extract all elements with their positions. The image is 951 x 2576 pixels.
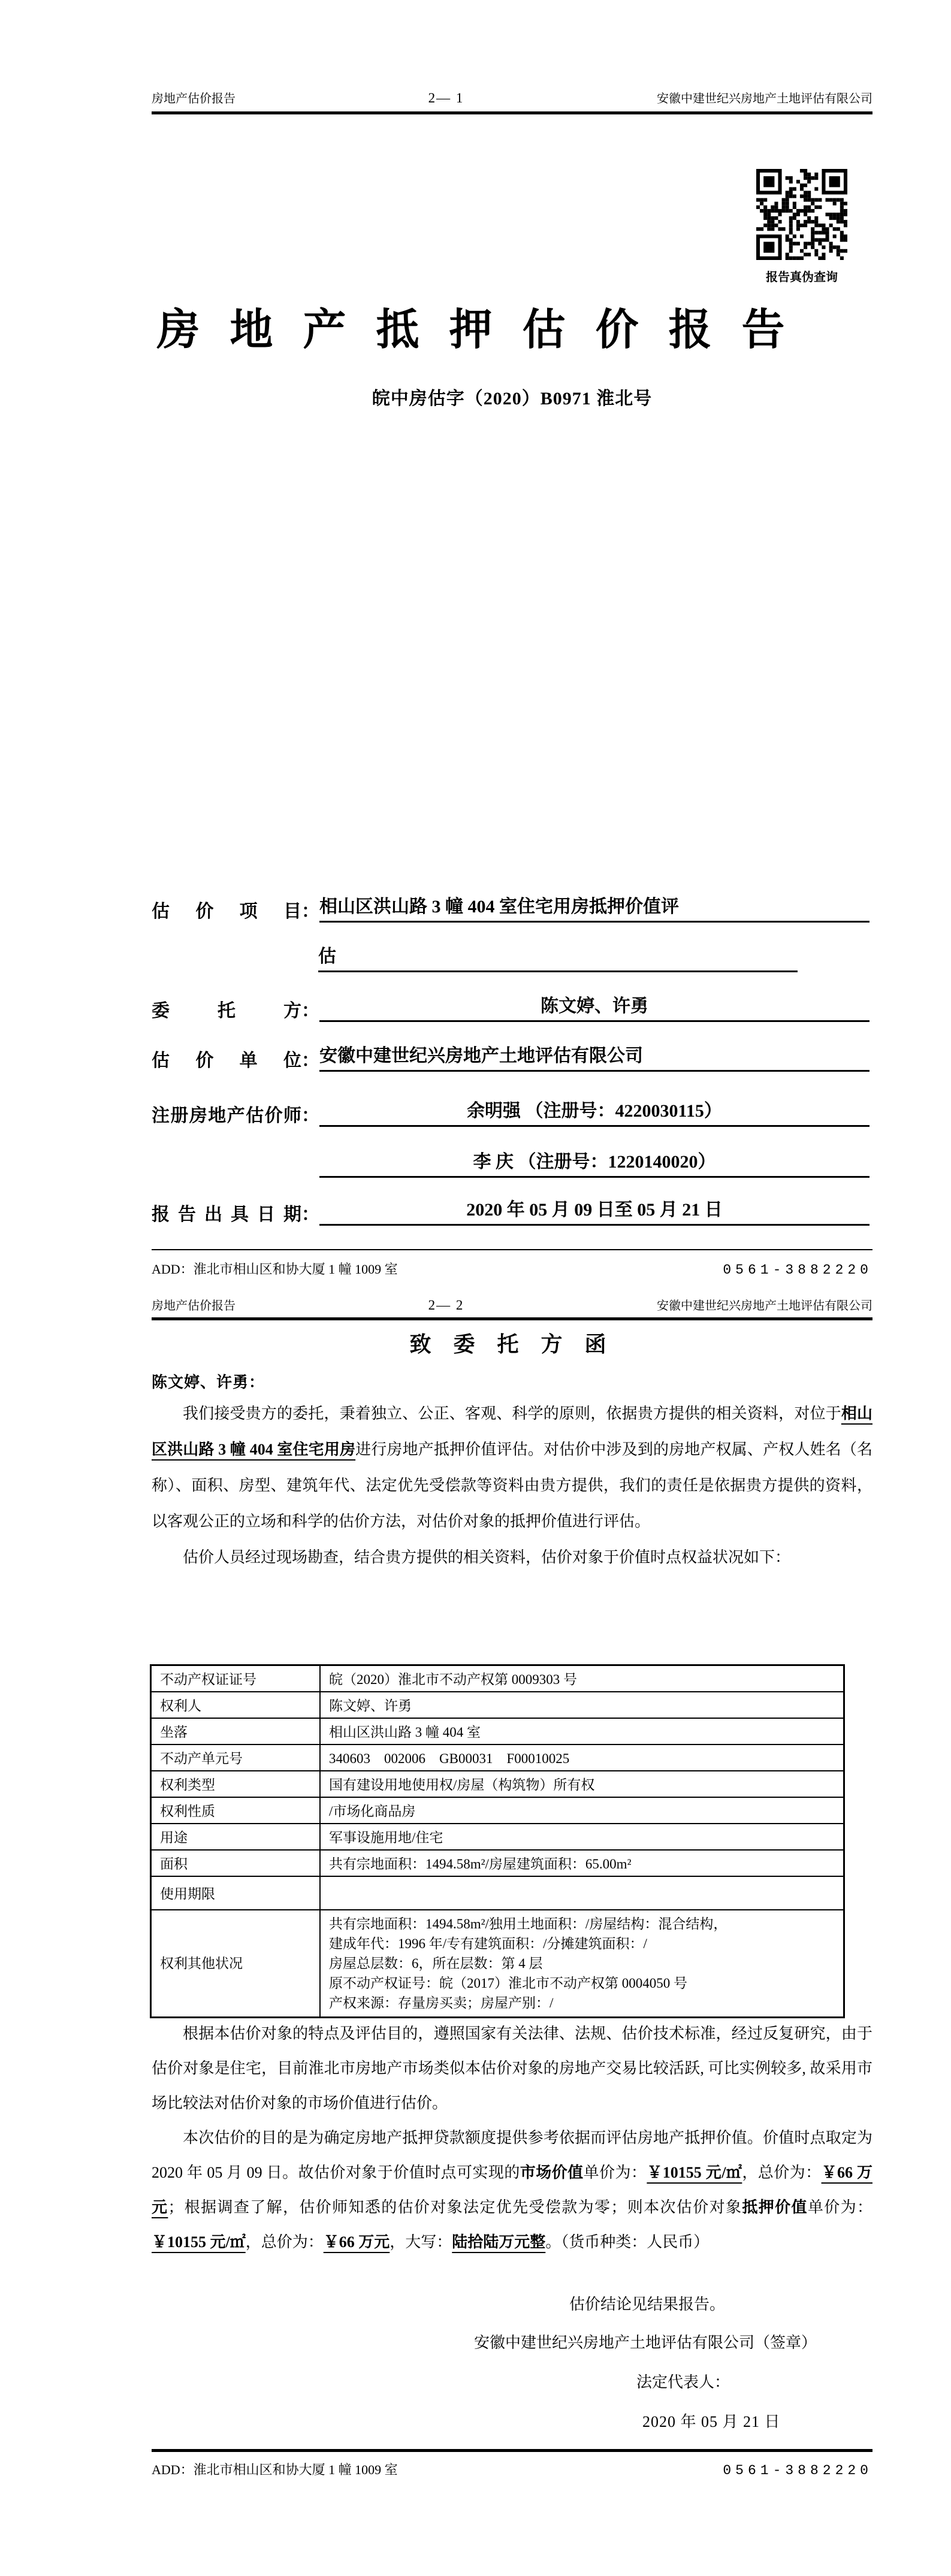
rights-table-row (151, 1718, 844, 1744)
letter-salutation: 陈文婷、许勇： (152, 1374, 265, 1391)
row-label: 不动产权证证号 (151, 1665, 321, 1692)
legal-representative-label: 法定代表人： (636, 2374, 730, 2391)
text-segment: 相山区洪山路 3 幢 404 室住宅用房 (152, 1405, 872, 1458)
field-row-report-date (152, 1195, 872, 1230)
row-value: 陈文婷、许勇 (320, 1692, 844, 1718)
conclusion-note: 估价结论见结果报告。 (569, 2296, 726, 2313)
rights-table-row (151, 1850, 844, 1876)
project-label: 估价项目 (152, 902, 301, 921)
header-doc-type: 房地产估价报告 (152, 92, 236, 105)
page1-running-header (152, 89, 872, 106)
text-segment: ，总价为： (742, 2164, 822, 2181)
row-label: 用途 (151, 1824, 321, 1850)
field-row-appraiser1 (152, 1096, 872, 1132)
row-label: 权利性质 (151, 1797, 321, 1824)
letter-paragraph-3: 根据本估价对象的特点及评估目的，遵照国家有关法律、法规、估价技术标准，经过反复研究，由于估价对象是住宅，目前淮北市房地产市场类似本估价对象的房地产交易比较活跃, 可比实例较多, 故采用市场比较法对估价对象的市场价值进行估价。 (152, 2025, 872, 2112)
report-doc-number: 皖中房估字（2020）B0971 淮北号 (372, 389, 653, 409)
row-label: 权利类型 (151, 1771, 321, 1797)
row-value: /市场化商品房 (320, 1797, 844, 1824)
text-segment: ，总价为： (245, 2233, 324, 2251)
page1-footer (152, 1259, 872, 1278)
header-page-number: 2— 2 (428, 1298, 464, 1313)
letter-paragraph-1 (152, 1396, 872, 1540)
qr-code-image (756, 169, 847, 260)
report-date-label: 报告出具日期 (152, 1205, 301, 1224)
appraiser-label: 注册房地产估价师 (152, 1106, 301, 1126)
header-doc-type: 房地产估价报告 (152, 1299, 236, 1313)
client-label: 委托方 (152, 1001, 301, 1021)
page1-footer-rule (152, 1249, 872, 1250)
text-segment: 我们接受贵方的委托，秉着独立、公正、客观、科学的原则，依据贵方提供的相关资料，对位于 (183, 1405, 841, 1422)
appraiser-colon: ： (301, 1106, 319, 1126)
text-segment: ￥66 万元 (152, 2164, 872, 2216)
company-signature-line: 安徽中建世纪兴房地产土地评估有限公司（签章） (473, 2334, 817, 2351)
row-label: 不动产单元号 (151, 1744, 321, 1771)
signature-date: 2020 年 05 月 21 日 (642, 2413, 781, 2430)
rights-table-row (151, 1692, 844, 1718)
agency-label: 估价单位 (152, 1051, 301, 1071)
text-segment: ￥10155 元/㎡ (647, 2164, 742, 2181)
footer-address: ADD：淮北市相山区和协大厦 1 幢 1009 室 (152, 2462, 398, 2477)
text-segment: ￥10155 元/㎡ (152, 2233, 246, 2251)
text-segment: 市场价值 (520, 2164, 584, 2181)
report-title: 房 地 产 抵 押 估 价 报 告 (156, 306, 795, 354)
row-value: 军事设施用地/住宅 (320, 1824, 844, 1850)
qr-code (756, 169, 847, 260)
row-label: 面积 (151, 1850, 321, 1876)
page2-footer (152, 2460, 872, 2478)
header-page-number: 2— 1 (428, 90, 464, 105)
text-segment: 本次估价的目的是为确定房地产抵押贷款额度提供参考依据而评估房地产抵押价值。价值时点取定为 2020 年 05 月 09 日。故估价对象于价值时点可实现的 (152, 2129, 872, 2181)
text-segment: 抵押价值 (742, 2199, 808, 2216)
text-segment: 陆拾陆万元整 (452, 2233, 546, 2251)
letter-paragraph-2: 估价人员经过现场勘查，结合贵方提供的相关资料，估价对象于价值时点权益状况如下： (183, 1549, 791, 1566)
header-rule (152, 111, 872, 114)
row-value: 共有宗地面积：1494.58m²/房屋建筑面积：65.00m² (320, 1850, 844, 1876)
appraiser1-value: 余明强 （注册号：4220030115） (319, 1096, 870, 1127)
text-segment: ￥66 万元 (323, 2233, 390, 2251)
rights-table-row (151, 1771, 844, 1797)
letter-title: 致 委 托 方 函 (409, 1332, 615, 1356)
header-company-name: 安徽中建世纪兴房地产土地评估有限公司 (657, 92, 872, 105)
field-row-appraiser2 (152, 1147, 872, 1183)
text-segment: 进行房地产抵押价值评估。对估价中涉及到的房地产权属、产权人姓名（名称）、面积、房型、建筑年代、法定优先受偿款等资料由贵方提供，我们的责任是依据贵方提供的资料，以客观公正的立场和科学的估价方法，对估价对象的抵押价值进行评估。 (152, 1441, 872, 1530)
page2-footer-rule (152, 2449, 872, 2452)
row-value: 340603 002006 GB00031 F00010025 (320, 1744, 844, 1771)
qr-caption: 报告真伪查询 (766, 271, 838, 284)
header-rule (152, 1317, 872, 1320)
field-row-agency (152, 1041, 872, 1077)
rights-table-row (151, 1910, 844, 2018)
agency-colon: ： (301, 1051, 319, 1071)
footer-address: ADD：淮北市相山区和协大厦 1 幢 1009 室 (152, 1262, 398, 1277)
text-segment: 。（货币种类：人民币） (545, 2233, 710, 2251)
letter-body-lower (152, 2016, 872, 2260)
report-date-value: 2020 年 05 月 09 日至 05 月 21 日 (319, 1195, 870, 1226)
project-value-line1: 相山区洪山路 3 幢 404 室住宅用房抵押价值评 (319, 891, 870, 923)
row-label: 使用期限 (151, 1876, 321, 1910)
client-value: 陈文婷、许勇 (319, 991, 870, 1022)
row-label: 权利其他状况 (151, 1910, 321, 2018)
field-row-project (152, 891, 872, 927)
rights-table-row (151, 1797, 844, 1824)
page2-running-header (152, 1296, 872, 1313)
property-rights-table (150, 1664, 845, 2018)
report-date-colon: ： (301, 1205, 319, 1224)
footer-phone: 0561-3882220 (723, 1262, 872, 1278)
appraiser2-value: 李 庆 （注册号：1220140020） (319, 1147, 870, 1178)
project-value-line2: 估 (318, 941, 798, 972)
rights-table-row (151, 1824, 844, 1850)
row-value: 皖（2020）淮北市不动产权第 0009303 号 (320, 1665, 844, 1692)
text-segment: 单价为： (807, 2199, 872, 2216)
row-value: 相山区洪山路 3 幢 404 室 (320, 1718, 844, 1744)
text-segment: 单价为： (583, 2164, 647, 2181)
rights-table-row (151, 1876, 844, 1910)
rights-table-row (151, 1744, 844, 1771)
letter-body-upper (152, 1396, 872, 1576)
project-colon: ： (301, 902, 319, 921)
rights-table-body (151, 1665, 844, 2018)
row-value: 国有建设用地使用权/房屋（构筑物）所有权 (320, 1771, 844, 1797)
letter-paragraph-4 (152, 2121, 872, 2260)
row-label: 权利人 (151, 1692, 321, 1718)
text-segment: ；根据调查了解，估价师知悉的估价对象法定优先受偿款为零；则本次估价对象 (168, 2199, 742, 2216)
row-value (320, 1876, 844, 1910)
row-value: 共有宗地面积：1494.58m²/独用土地面积：/房屋结构：混合结构， 建成年代：1996 年/专有建筑面积：/分摊建筑面积：/ 房屋总层数：6，所在层数：第 4 层 原不动产权证号：皖（2017）淮北市不动产权第 0004050 号 产权来源：存量房买卖；房屋产别：/ (320, 1910, 844, 2018)
field-row-client (152, 991, 872, 1027)
footer-phone: 0561-3882220 (723, 2463, 872, 2478)
agency-value: 安徽中建世纪兴房地产土地评估有限公司 (319, 1041, 870, 1072)
rights-table-row (151, 1665, 844, 1692)
text-segment: ，大写： (390, 2233, 452, 2251)
client-colon: ： (301, 1001, 319, 1021)
header-company-name: 安徽中建世纪兴房地产土地评估有限公司 (657, 1299, 872, 1313)
row-label: 坐落 (151, 1718, 321, 1744)
